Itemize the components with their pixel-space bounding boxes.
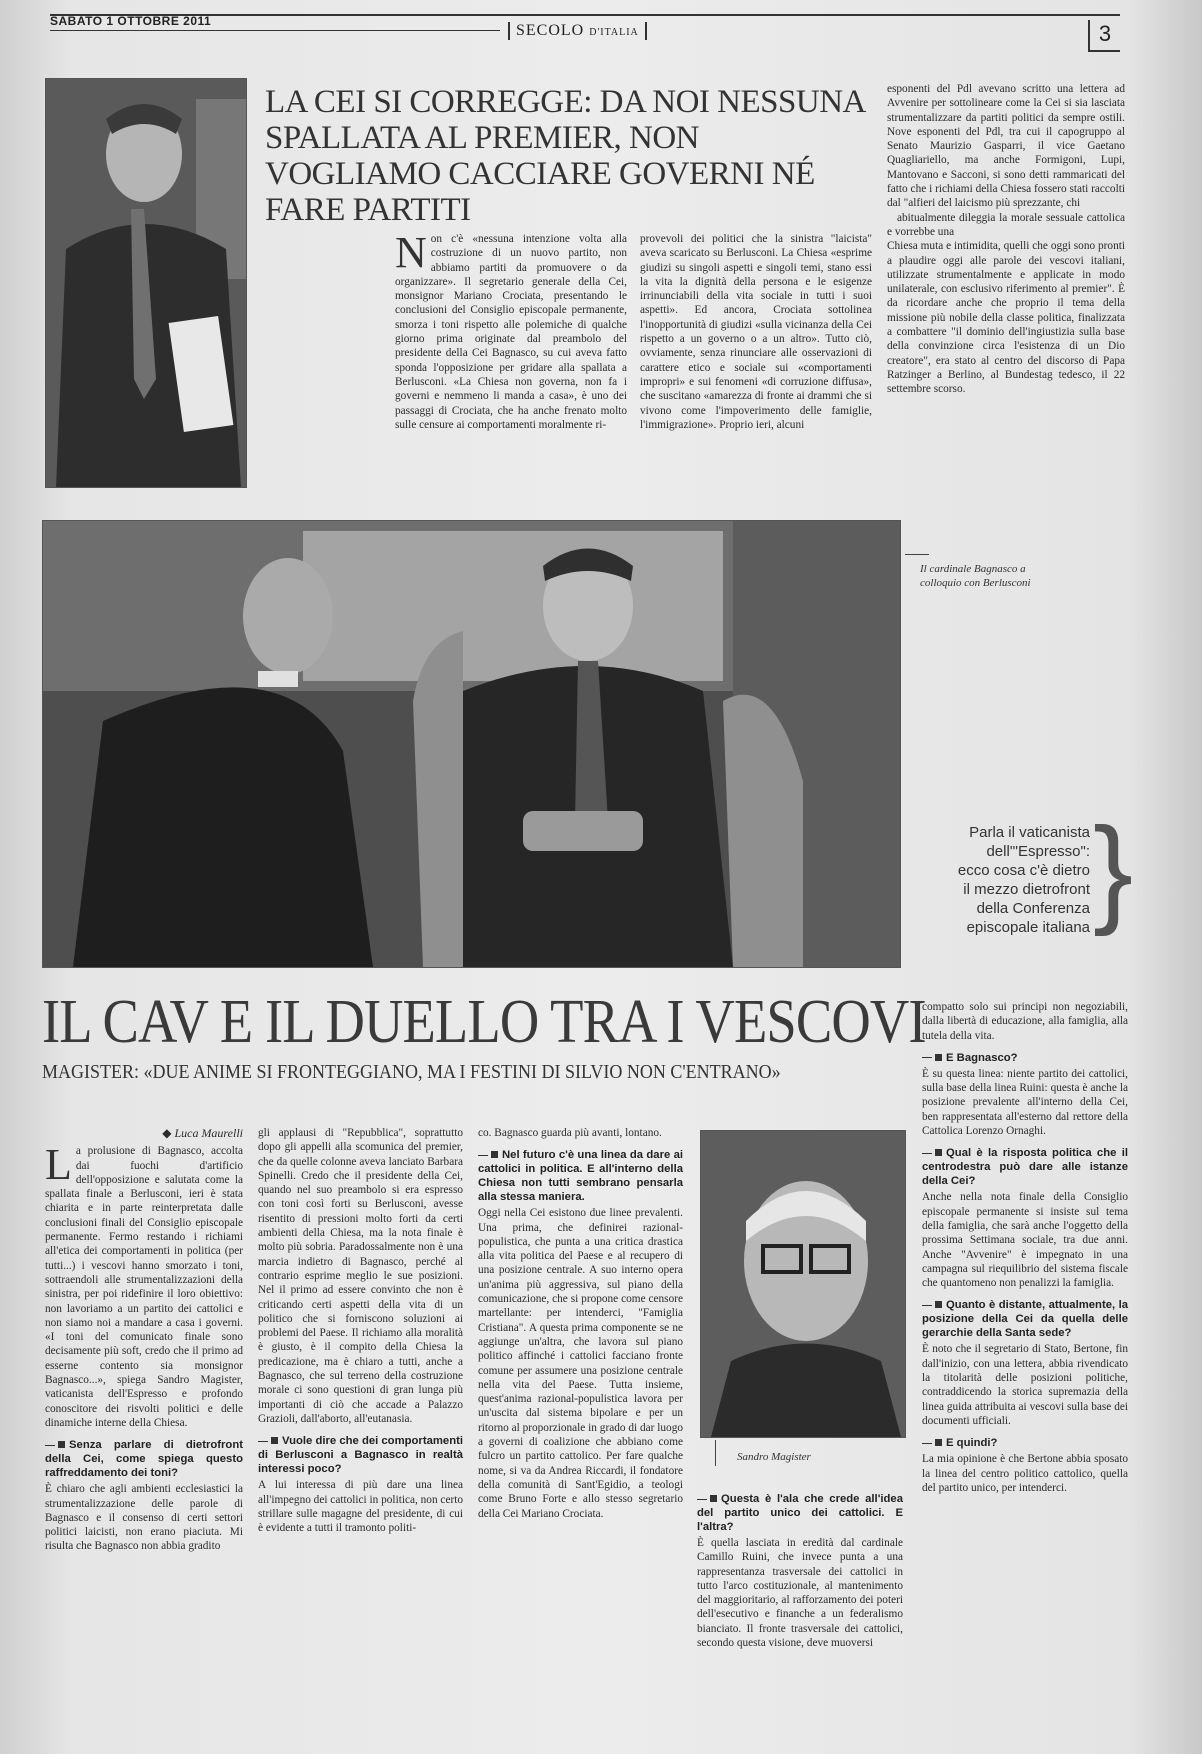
crociata-photo bbox=[45, 78, 247, 488]
question-2-text: Vuole dire che dei comportamenti di Berlusconi a Bagnasco in realtà interessi poco? bbox=[258, 1435, 463, 1476]
portrait-caption: Sandro Magister bbox=[737, 1451, 811, 1463]
sidebar-line-6: episcopale italiana bbox=[966, 919, 1090, 936]
question-5 bbox=[922, 1051, 1128, 1065]
square-bullet-icon bbox=[935, 1301, 942, 1308]
square-bullet-icon bbox=[271, 1437, 278, 1444]
dash-icon bbox=[478, 1155, 488, 1156]
article1-headline: LA CEI SI CORREGGE: DA NOI NESSUNA SPALLATA AL PREMIER, NON VOGLIAMO CACCIARE GOVERNI NÉ FARE PARTITI bbox=[265, 84, 865, 228]
dash-icon bbox=[697, 1499, 707, 1500]
portrait-caption-rule bbox=[715, 1440, 716, 1466]
sidebar-line-5: della Conferenza bbox=[976, 900, 1090, 917]
sidebar-line-4: il mezzo dietrofront bbox=[963, 881, 1090, 898]
sidebar-brace: } bbox=[1093, 803, 1134, 937]
answer-7: È noto che il segretario di Stato, Bertone, fin dall'inizio, con una lettera, abbia rivendicato la titolarità delle posizioni politiche, contraddicendo la storica supremazia della linea guida attribuita ai vescovi sulla base dei documenti ufficiali. bbox=[922, 1343, 1128, 1427]
article1-col2-text: provevoli dei politici che la sinistra "laicista" aveva scaricato su Berlusconi. La Chiesa «esprime giudizi su singoli aspetti e singoli temi, stano essi la vita la dignità della persona e le esigenze irrinunciabili della vita sociale in tutti i suoi aspetti». Ed ancora, Crociata sottolinea l'inopportunità di giudizi «sulla vicinanza della Cei rispetto a un governo o a un altro». Tutto ciò, ovviamente, senza rinunciare alle osservazioni di carattere etico e sociale sui «comportamenti impropri» e sui fenomeni «di corruzione diffusa», che suscitano «amarezza di fronte ai drammi che si vivono come l'impoverimento delle famiglie, l'immigrazione». Proprio ieri, alcuni bbox=[640, 233, 872, 431]
question-5-text: E Bagnasco? bbox=[946, 1051, 1018, 1064]
answer-3: Oggi nella Cei esistono due linee prevalenti. Una prima, che definirei razional-populistica, che punta a una critica drastica alla vita politica del Paese e al recupero di una posizione centrale. A suo interno opera un'anima più aggressiva, sul piano della comunicazione, che si propone come censore martellante: per intenderci, "Famiglia Cristiana". A questa prima componente se ne aggiunge un'altra, che lavora sul piano politico affinché i cattolici facciano fronte comune per assumere una posizione centrale nella vita del Paese. Tutta insieme, quest'anima razional-populistica lavora per un'uscita dal sistema bipolare e per un ritorno al proporzionale in grado di dar luogo a governi di coalizione che abbiano come fulcro un partito cattolico. Per fare qualche nome, si va da Andrea Riccardi, il fondatore della comunità di Sant'Egidio, a teologi come Bruno Forte e allo stesso segretario della Cei Mariano Crociata. bbox=[478, 1207, 683, 1520]
square-bullet-icon bbox=[58, 1441, 65, 1448]
masthead-date: SABATO 1 OTTOBRE 2011 bbox=[50, 14, 212, 28]
masthead-title-suffix: D'ITALIA bbox=[589, 27, 639, 38]
square-bullet-icon bbox=[935, 1439, 942, 1446]
answer-6: Anche nella nota finale della Consiglio episcopale permanente si insiste sul tema della famiglia, che sarà anche l'oggetto della prossima Settimana sociale, tra due anni. Anche "Avvenire" è impegnato in una campagna sul riequilibrio del sistema fiscale che quantomeno non penalizzi la famiglia. bbox=[922, 1191, 1128, 1290]
article2-col1-text: a prolusione di Bagnasco, accolta dai fuochi d'artificio dell'opposizione e salutata come la spallata finale a Berlusconi, ieri è stata chiarita e in parte reinterpretata dalle conclusioni finali del Consiglio episcopale permanente. Fermo restando i richiami all'etica dei comportamenti in politica (per tutti...) i vescovi hanno smorzato i toni, sottraendoli alle strumentalizzazioni della sinistra, per poi ridefinire il loro obiettivo: non lavoriamo a un partito dei cattolici e non siamo noi a mandare a casa i governi. «I toni del comunicato finale sono decisamente più soft, credo che il primo ad esserne contento sia monsignor Bagnasco...», spiega Sandro Magister, vaticanista dell'Espresso e profondo conoscitore dei risvolti politici e delle dinamiche interne della Chiesa. bbox=[45, 1145, 243, 1429]
article2-byline bbox=[45, 1126, 243, 1140]
photo-caption: Il cardinale Bagnasco a colloquio con Berlusconi bbox=[920, 563, 1031, 589]
question-8 bbox=[922, 1436, 1128, 1450]
answer-2: A lui interessa di più dare una linea all'impegno dei cattolici in politica, non certo strillare sulle magagne del presidente, di cui è evidente a tutti il tramonto politi- bbox=[258, 1479, 464, 1535]
sidebar-line-3: ecco cosa c'è dietro bbox=[957, 862, 1090, 879]
article2-column-3 bbox=[478, 1126, 683, 1521]
dash-icon bbox=[258, 1441, 268, 1442]
byline-bullet-icon: ◆ bbox=[162, 1126, 175, 1140]
square-bullet-icon bbox=[710, 1495, 717, 1502]
article2-headline: IL CAV E IL DUELLO TRA I VESCOVI bbox=[42, 988, 926, 1056]
article2-col5-text: compatto solo sui principi non negoziabili, dalla libertà di educazione, alla famiglia, alla tutela della vita. bbox=[922, 1001, 1128, 1042]
question-6 bbox=[922, 1146, 1128, 1188]
article1-column-1 bbox=[395, 228, 627, 432]
article2-col3-text: co. Bagnasco guarda più avanti, lontano. bbox=[478, 1127, 662, 1139]
bagnasco-berlusconi-photo-art bbox=[43, 521, 900, 967]
magister-portrait bbox=[700, 1130, 906, 1438]
masthead-bottom-rule bbox=[50, 30, 500, 31]
dash-icon bbox=[922, 1443, 932, 1444]
article2-column-1 bbox=[45, 1126, 243, 1554]
square-bullet-icon bbox=[491, 1151, 498, 1158]
answer-1: È chiaro che agli ambienti ecclesiastici la strumentalizzazione delle parole di Bagnasco e il consenso di certi settori politici laicisti, non erano piaciuta. Mi risulta che Bagnasco non abbia gradito bbox=[45, 1483, 243, 1553]
article2-column-4 bbox=[697, 1492, 903, 1650]
answer-5: È su questa linea: niente partito dei cattolici, sulla base della linea Ruini: questa è anche la posizione prevalente all'interno della Cei, ben rappresentata all'esterno dal rettore della Cattolica Lorenzo Ornaghi. bbox=[922, 1067, 1128, 1138]
dash-icon bbox=[922, 1153, 932, 1154]
article2-col2-text: gli applausi di "Repubblica", soprattutto dopo gli appelli alla scomunica del premier, che da quelle colonne aveva lanciato Barbara Spinelli. Credo che il presidente della Cei, quando nel suo preambolo si era espresso con toni così forti su Berlusconi, avesse risentito di pressioni molto forti da certi ambienti della Chiesa, ma la nota finale è molto più sobria. Paradossalmente non è una marcia indietro di Bagnasco, perché al contrario esprime meglio le sue posizioni. Nel il primo ad essere convinto che non è criticando certi aspetti della vita di un politico che si forniscono soluzioni ai problemi del Paese. Il richiamo alla moralità è giusto, è il compito della Chiesa la predicazione, ma è chiaro a tutti, anche a Bagnasco, che sul terreno della costruzione morale ci sono questioni di gran lunga più importanti di ciò che accade a Palazzo Grazioli, dall'aborto, all'eutanasia. bbox=[258, 1127, 463, 1425]
dash-icon bbox=[922, 1305, 932, 1306]
article2-dropcap: L bbox=[45, 1140, 72, 1190]
sidebar-blurb bbox=[890, 823, 1090, 937]
question-2 bbox=[258, 1434, 463, 1476]
dash-icon bbox=[45, 1445, 55, 1446]
article2-column-2 bbox=[258, 1126, 463, 1535]
question-7 bbox=[922, 1298, 1128, 1340]
article2-subheadline: MAGISTER: «DUE ANIME SI FRONTEGGIANO, MA I FESTINI DI SILVIO NON C'ENTRANO» bbox=[42, 1061, 781, 1083]
question-4 bbox=[697, 1492, 903, 1534]
article1-column-3 bbox=[887, 82, 1125, 397]
question-1 bbox=[45, 1438, 243, 1480]
article1-col3-text-b: abitualmente dileggia la morale sessuale cattolica e vorrebbe una bbox=[887, 211, 1125, 238]
answer-8: La mia opinione è che Bertone abbia sposato la linea del centro politico cattolico, quella del partito unico, per intenderci. bbox=[922, 1453, 1128, 1494]
magister-portrait-art bbox=[701, 1131, 905, 1437]
bagnasco-berlusconi-photo bbox=[42, 520, 901, 968]
question-1-text: Senza parlare di dietrofront della Cei, come spiega questo raffreddamento dei toni? bbox=[45, 1439, 243, 1480]
article1-col3-text-a: esponenti del Pdl avevano scritto una lettera ad Avvenire per sottolineare come la Cei si sia lasciata strumentalizzare da partiti politici da sempre ostili. Nove esponenti del Pdl, tra cui il capogruppo al Senato Maurizio Gasparri, il vice Gaetano Quagliariello, ma anche Formigoni, Lupi, Mantovano e Sacconi, si sono detti rammaricati del fatto che i richiami della Chiesa fossero stati raccolti dal "alfieri del laicismo più sprezzante, chi bbox=[887, 83, 1125, 210]
sidebar-line-1: Parla il vaticanista bbox=[969, 824, 1090, 841]
square-bullet-icon bbox=[935, 1054, 942, 1061]
masthead-title-main: SECOLO bbox=[516, 22, 585, 39]
article1-dropcap: N bbox=[395, 228, 427, 277]
article2-column-5 bbox=[922, 1000, 1128, 1495]
crociata-photo-art bbox=[46, 79, 246, 487]
masthead-title bbox=[508, 22, 647, 40]
article1-column-2 bbox=[640, 232, 872, 432]
answer-4: È quella lasciata in eredità dal cardinale Camillo Ruini, che invece punta a una rappresentanza trasversale dei cattolici in tutto l'arco costituzionale, al mantenimento del maggioritario, al rafforzamento dei poteri dell'esecutivo e finanche a un federalismo bianciato. Il fronte trasversale dei cattolici, secondo questa visione, deve muoversi bbox=[697, 1537, 903, 1650]
question-8-text: E quindi? bbox=[946, 1437, 998, 1450]
article2-byline-text: Luca Maurelli bbox=[174, 1126, 243, 1140]
page-number: 3 bbox=[1088, 20, 1120, 52]
sidebar-line-2: dell'"Espresso": bbox=[986, 843, 1090, 860]
question-4-text: Questa è l'ala che crede all'idea del partito unico dei cattolici. E l'altra? bbox=[697, 1493, 903, 1533]
dash-icon bbox=[922, 1057, 932, 1058]
photo-caption-rule bbox=[905, 554, 929, 555]
article1-col3-text-c: Chiesa muta e intimidita, quelli che oggi sono pronti a plaudire oggi alle parole dei vescovi italiani, utilizzate strumentalmente e applicate in modo unilaterale, con esclusivo riferimento al premier". È da ricordare anche che proprio il tema della missione più nobile della classe politica, finalizzata a combattere "il dominio dell'ingiustizia sulla base della convinzione circa l'esistenza di un Dio creatore", era stato al centro del discorso di Papa Ratzinger a Berlino, al Bundestag tedesco, il 22 settembre scorso. bbox=[887, 240, 1125, 396]
question-6-text: Qual è la risposta politica che il centrodestra può dare alle istanze della Cei? bbox=[922, 1147, 1128, 1188]
square-bullet-icon bbox=[935, 1149, 942, 1156]
question-7-text: Quanto è distante, attualmente, la posizione della Cei da quella delle gerarchie della Santa sede? bbox=[922, 1299, 1128, 1340]
question-3-text: Nel futuro c'è una linea da dare ai cattolici in politica. E all'interno della Chiesa non tutti sembrano pensarla alla stessa maniera. bbox=[478, 1149, 683, 1204]
question-3 bbox=[478, 1148, 683, 1204]
article2-col1-body bbox=[45, 1140, 243, 1430]
article1-col1-text: on c'è «nessuna intenzione volta alla costruzione di un nuovo partito, non abbiamo partiti da promuovere o da organizzare». Il segretario generale della Cei, monsignor Mariano Crociata, presentando le conclusioni del Consiglio episcopale permanente, smorza i toni rispetto alle polemiche di qualche giorno prima originate dal preambolo del presidente della Cei Bagnasco, su cui aveva fatto sponda l'opposizione per gridare alla spallata a Berlusconi. «La Chiesa non governa, non fa i governi e nemmeno li manda a casa», è uno dei passaggi di Crociata, che ha anche frenato molto sulle censure ai comportamenti moralmente ri- bbox=[395, 233, 627, 431]
